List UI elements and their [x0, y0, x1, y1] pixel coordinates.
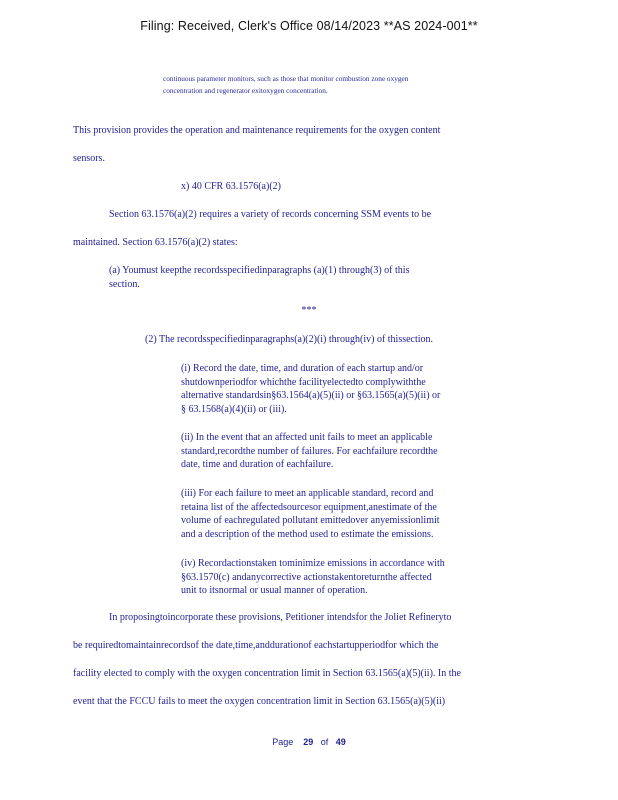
- quote-line: unit to itsnormal or usual manner of operation.: [181, 585, 368, 596]
- quote-line: (iii) For each failure to meet an applicable standard, record and: [181, 488, 434, 499]
- paragraph-line: Section 63.1576(a)(2) requires a variety of records concerning SSM events to be: [109, 209, 432, 220]
- footnote-line: continuous parameter monitors, such as those that monitor combustion zone oxygen: [163, 74, 409, 83]
- page-label: Page: [272, 737, 294, 747]
- citation-heading: x) 40 CFR 63.1576(a)(2): [181, 181, 281, 192]
- quote-line: (ii) In the event that an affected unit fails to meet an applicable: [181, 432, 433, 443]
- quote-line: (iv) Recordactionstaken tominimize emissions in accordance with: [181, 558, 445, 569]
- quote-line: section.: [109, 279, 140, 290]
- quote-line: and a description of the method used to estimate the emissions.: [181, 528, 434, 540]
- quote-line: (a) Youmust keepthe recordsspecifiedinparagraphs (a)(1) through(3) of this: [109, 265, 410, 276]
- page-of: of: [320, 737, 329, 747]
- quote-block-iii: [181, 487, 440, 541]
- quote-line: standard,recordthe number of failures. For eachfailure recordthe: [181, 445, 438, 457]
- paragraph-line: This provision provides the operation and maintenance requirements for the oxygen content: [73, 125, 441, 136]
- quote-block-ii: [181, 431, 438, 472]
- page-total: 49: [335, 737, 346, 747]
- quote-line: (i) Record the date, time, and duration of each startup and/or: [181, 363, 424, 374]
- paragraph-line: facility elected to comply with the oxygen concentration limit in Section 63.1565(a)(5)(ii). In the: [73, 668, 461, 679]
- paragraph-line: In proposingtoincorporate these provisions, Petitioner intendsfor the Joliet Refineryto: [109, 612, 452, 623]
- page-number: 29: [303, 737, 314, 747]
- quote-block-iv: [181, 557, 445, 598]
- quote-line: volume of eachregulated pollutant emittedover anyemissionlimit: [181, 515, 440, 526]
- page-footer: [0, 737, 618, 747]
- filing-header: Filing: Received, Clerk's Office 08/14/2023 **AS 2024-001**: [140, 19, 478, 33]
- ellipsis-stars: ***: [301, 305, 317, 316]
- paragraph-line: sensors.: [73, 153, 105, 164]
- quote-line: (2) The recordsspecifiedinparagraphs(a)(2)(i) through(iv) of thissection.: [145, 334, 434, 345]
- quote-block-i: [181, 362, 440, 416]
- paragraph-line: maintained. Section 63.1576(a)(2) states:: [73, 237, 238, 248]
- quote-line: §63.1570(c) andanycorrective actionstakentoreturnthe affected: [181, 571, 432, 583]
- paragraph-line: be requiredtomaintainrecordsof the date,time,anddurationof eachstartupperiodfor which the: [73, 640, 439, 651]
- quote-line: shutdownperiodfor whichthe facilityelectedto complywiththe: [181, 376, 426, 388]
- paragraph-line: event that the FCCU fails to meet the oxygen concentration limit in Section 63.1565(a)(5)(ii): [73, 696, 446, 707]
- quote-line: alternative standardsin§63.1564(a)(5)(ii) or §63.1565(a)(5)(ii) or: [181, 390, 441, 401]
- footnote-text: [163, 73, 408, 97]
- quote-line: date, time and duration of eachfailure.: [181, 459, 334, 470]
- quote-line: retaina list of the affectedsourcesor equipment,anestimate of the: [181, 501, 437, 513]
- quote-line: § 63.1568(a)(4)(ii) or (iii).: [181, 403, 287, 415]
- footnote-line: concentration and regenerator exitoxygen concentration.: [163, 86, 328, 95]
